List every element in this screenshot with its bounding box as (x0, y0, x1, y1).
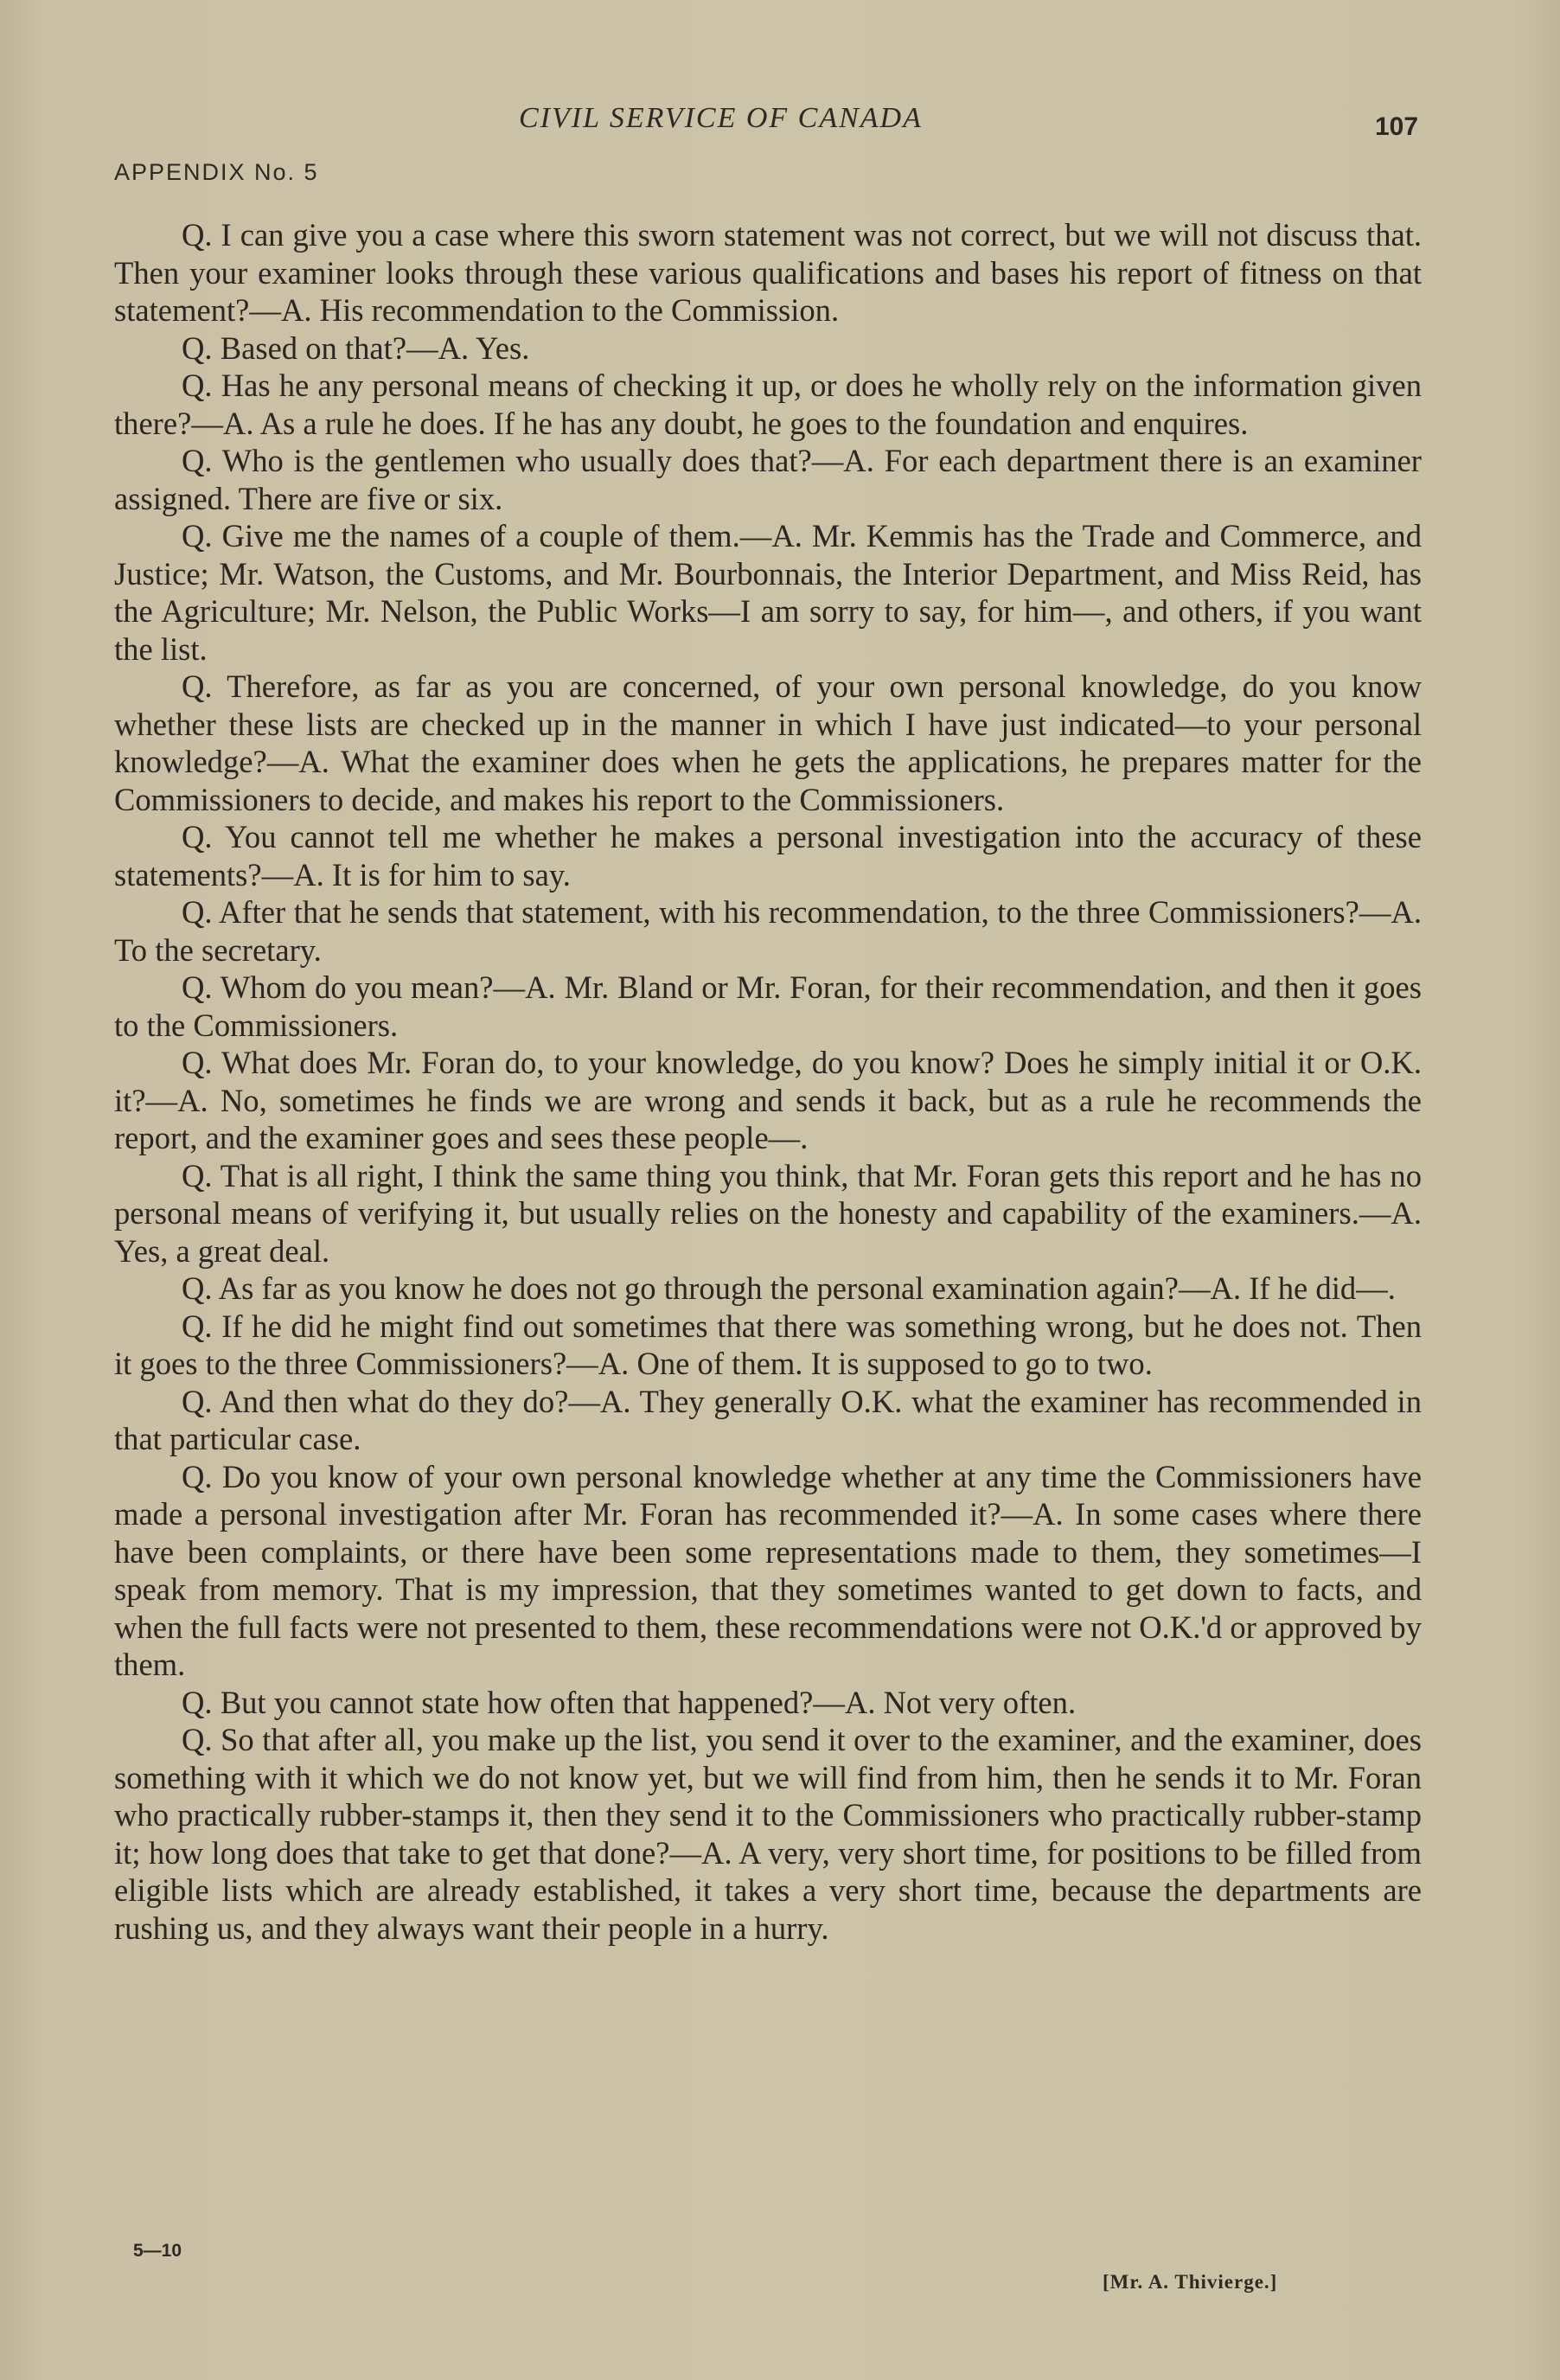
paragraph: Q. Therefore, as far as you are concerned, of your own personal knowledge, do you know whether these lists are checked up in the manner in which I have just indicated—to your personal knowledge?—A. What the examiner does when he gets the applications, he prepares matter for the Commissioners to decide, and makes his report to the Commissioners. (114, 669, 1422, 817)
running-head (0, 102, 1560, 154)
paragraph: Q. Whom do you mean?—A. Mr. Bland or Mr. Foran, for their recommendation, and then it goes to the Commissioners. (114, 969, 1422, 1043)
paragraph: Q. Who is the gentlemen who usually does that?—A. For each department there is an examiner assigned. There are five or six. (114, 443, 1422, 516)
paragraph: Q. After that he sends that statement, with his recommendation, to the three Commissioners?—A. To the secretary. (114, 894, 1422, 968)
paragraph: Q. I can give you a case where this sworn statement was not correct, but we will not discuss that. Then your examiner looks through these various qualifications and bases his report of fitness on that statement?—A. His recommendation to the Commission. (114, 217, 1422, 328)
paragraph: Q. Do you know of your own personal knowledge whether at any time the Commissioners have made a personal investigation after Mr. Foran has recommended it?—A. In some cases where there have been complaints, or there have been some representations made to them, they sometimes—I speak from memory. That is my impression, that they sometimes wanted to get down to facts, and when the full facts were not presented to them, these recommendations were not O.K.'d or approved by them. (114, 1458, 1422, 1682)
paragraph: Q. Based on that?—A. Yes. (182, 329, 530, 366)
paragraph: Q. Has he any personal means of checking it up, or does he wholly rely on the information given there?—A. As a rule he does. If he has any doubt, he goes to the foundation and enquires. (114, 368, 1422, 441)
body-text (114, 216, 1422, 1947)
paragraph: Q. So that after all, you make up the list, you send it over to the examiner, and the examiner, does something with it which we do not know yet, but we will find from him, then he sends it to Mr. Foran who practically rubber-stamps it, then they send it to the Commissioners who practically rubber-stamp it; how long does that take to get that done?—A. A very, very short time, for positions to be filled from eligible lists which are already established, it takes a very short time, because the departments are rushing us, and they always want their people in a hurry. (114, 1722, 1422, 1946)
signature-mark: 5—10 (133, 2241, 182, 2261)
paragraph: Q. Give me the names of a couple of them.—A. Mr. Kemmis has the Trade and Commerce, and Justice; Mr. Watson, the Customs, and Mr. Bourbonnais, the Interior Department, and Miss Reid, has the Agriculture; Mr. Nelson, the Public Works—I am sorry to say, for him—, and others, if you want the list. (114, 518, 1422, 667)
speaker-attribution: [Mr. A. Thivierge.] (1103, 2271, 1278, 2293)
page-number: 107 (1375, 112, 1419, 141)
appendix-label: APPENDIX No. 5 (114, 159, 319, 185)
paragraph: Q. But you cannot state how often that happened?—A. Not very often. (182, 1684, 1077, 1720)
running-title: CIVIL SERVICE OF CANADA (519, 102, 923, 134)
paragraph: Q. You cannot tell me whether he makes a personal investigation into the accuracy of these statements?—A. It is for him to say. (114, 819, 1422, 892)
paragraph: Q. And then what do they do?—A. They generally O.K. what the examiner has recommended in that particular case. (114, 1383, 1422, 1456)
paragraph: Q. That is all right, I think the same thing you think, that Mr. Foran gets this report and he has no personal means of verifying it, but usually relies on the honesty and capability of the examiners.—A. Yes, a great deal. (114, 1157, 1422, 1269)
paragraph: Q. As far as you know he does not go through the personal examination again?—A. If he did—. (182, 1270, 1396, 1306)
paragraph: Q. What does Mr. Foran do, to your knowledge, do you know? Does he simply initial it or O.K. it?—A. No, sometimes he finds we are wrong and sends it back, but as a rule he recommends the report, and the examiner goes and sees these people—. (114, 1045, 1422, 1155)
paragraph: Q. If he did he might find out sometimes that there was something wrong, but he does not. Then it goes to the three Commissioners?—A. One of them. It is supposed to go to two. (114, 1308, 1422, 1381)
